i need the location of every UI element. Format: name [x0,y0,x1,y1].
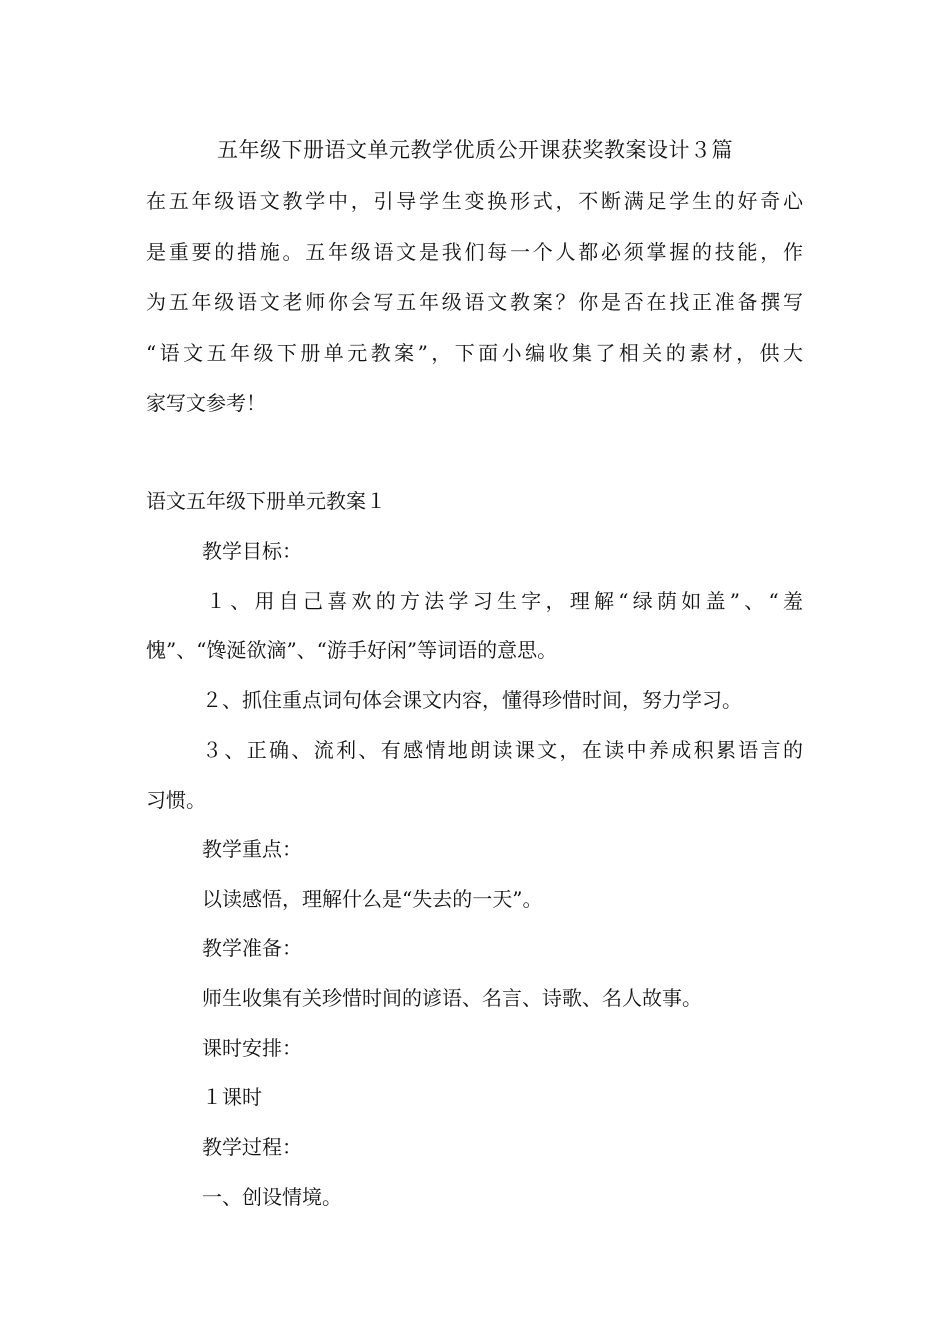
goal-2: ２、抓住重点词句体会课文内容，懂得珍惜时间，努力学习。 [202,688,742,712]
prep-text: 师生收集有关珍惜时间的谚语、名言、诗歌、名人故事。 [202,986,702,1010]
intro-line: “语文五年级下册单元教案”，下面小编收集了相关的素材，供大 [146,341,803,365]
goal-1-line-2: 愧”、“馋涎欲滴”、“游手好闲”等词语的意思。 [146,638,558,662]
section-heading: 语文五年级下册单元教案１ [146,489,386,513]
goal-1-line-1: １、用自己喜欢的方法学习生字，理解“绿荫如盖”、“羞 [206,589,803,613]
prep-label: 教学准备： [202,936,302,960]
focus-text: 以读感悟，理解什么是“失去的一天”。 [202,887,543,911]
goal-3-line-1: ３、正确、流利、有感情地朗读课文，在读中养成积累语言的 [202,738,803,762]
goal-3-line-2: 习惯。 [146,788,206,812]
intro-line: 在五年级语文教学中，引导学生变换形式，不断满足学生的好奇心 [146,189,803,213]
schedule-text: １课时 [202,1085,262,1109]
document-title: 五年级下册语文单元教学优质公开课获奖教案设计３篇 [217,138,733,162]
intro-line: 是重要的措施。五年级语文是我们每一个人都必须掌握的技能，作 [146,240,803,264]
intro-line: 为五年级语文老师你会写五年级语文教案？你是否在找正准备撰写 [146,290,803,314]
intro-line: 家写文参考！ [146,391,266,415]
focus-label: 教学重点： [202,837,302,861]
goals-label: 教学目标： [202,539,302,563]
schedule-label: 课时安排： [202,1036,302,1060]
process-step: 一、创设情境。 [202,1185,342,1209]
process-label: 教学过程： [202,1135,302,1159]
